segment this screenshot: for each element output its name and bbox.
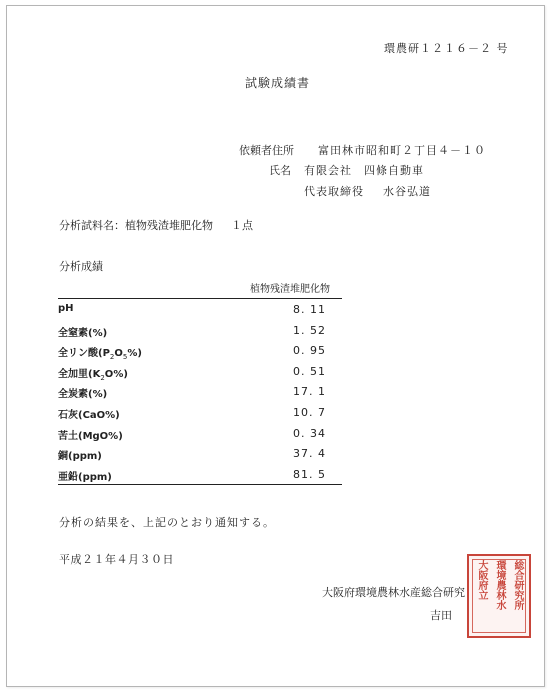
row-label: 全加里$(K_2O\%)$	[58, 368, 128, 382]
issuer-organization: 大阪府環境農林水産総合研究	[322, 586, 465, 599]
results-heading: 分析成績	[59, 260, 103, 273]
sample-count: １点	[231, 219, 253, 232]
document-page	[6, 5, 545, 687]
table-row	[58, 381, 342, 402]
row-value: 0. 34	[293, 426, 326, 440]
row-value: 0. 95	[293, 344, 326, 358]
column-header: 植物残渣堆肥化物	[250, 284, 330, 295]
issuer-signer: 吉田	[430, 609, 452, 622]
requester-address-label: 依頼者住所	[239, 144, 294, 157]
row-value: 37. 4	[293, 447, 326, 461]
row-value: 0. 51	[293, 364, 326, 378]
requester-address: 富田林市昭和町２丁目４－１０	[318, 144, 486, 157]
document-number: 環農研１２１６－２ 号	[384, 42, 509, 55]
table-header	[58, 278, 342, 299]
row-label: pH	[58, 303, 74, 314]
representative-title: 代表取締役	[304, 185, 364, 198]
row-value: 1. 52	[293, 323, 326, 337]
table-row	[58, 464, 342, 485]
row-label: 苦土(MgO%)	[58, 430, 123, 442]
table-row	[58, 320, 342, 341]
document-title: 試験成績書	[245, 76, 311, 90]
table-row	[58, 340, 342, 361]
results-table	[58, 278, 342, 485]
table-row	[58, 402, 342, 423]
official-seal-stamp	[467, 554, 531, 638]
table-bottom-rule	[58, 484, 342, 485]
issue-date: 平成２１年４月３０日	[59, 553, 174, 566]
representative-name: 水谷弘道	[383, 185, 431, 198]
row-label: 全リン酸$(P_2O_5\%)$	[58, 348, 142, 362]
table-row	[58, 443, 342, 464]
table-row	[58, 361, 342, 382]
row-value: 17. 1	[293, 385, 326, 399]
row-label: 全炭素(%)	[58, 389, 108, 401]
row-label: 全窒素(%)	[58, 327, 108, 339]
row-value: 81. 5	[293, 467, 326, 481]
table-row	[58, 423, 342, 444]
seal-text-line: 大阪府立	[476, 560, 487, 600]
row-label: 石灰(CaO%)	[58, 409, 120, 421]
row-value: 8. 11	[293, 303, 326, 316]
requester-name-label: 氏名	[269, 164, 291, 177]
row-value: 10. 7	[293, 405, 326, 419]
seal-text-line: 総合研究所	[512, 560, 523, 610]
requester-name: 有限会社 四條自動車	[304, 164, 424, 177]
row-label: 亜鉛(ppm)	[58, 471, 112, 483]
seal-text-line: 環境農林水	[494, 560, 505, 610]
row-label: 銅(ppm)	[58, 451, 102, 463]
notice-text: 分析の結果を、上記のとおり通知する。	[59, 516, 275, 529]
table-row	[58, 299, 342, 320]
sample-label: 分析試料名：植物残渣堆肥化物	[59, 219, 213, 232]
table-body	[58, 299, 342, 484]
